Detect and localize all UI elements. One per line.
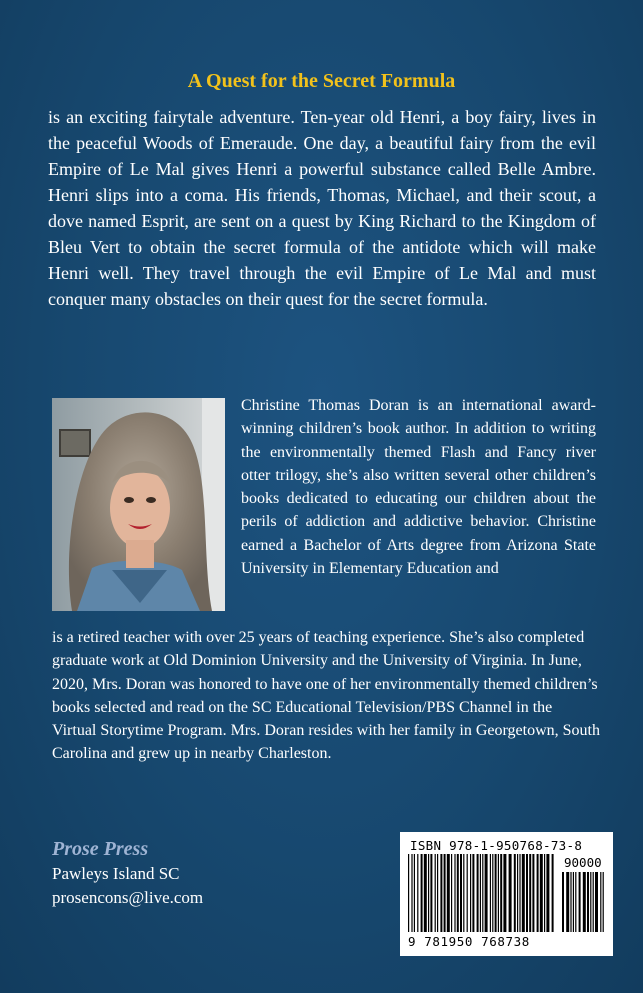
publisher-email: prosencons@live.com — [52, 888, 204, 907]
author-photo — [52, 398, 225, 611]
addon-barcode-bars — [560, 872, 608, 942]
author-bio-wrapped: Christine Thomas Doran is an international award-winning children’s book author. In addition to writing the environmentally themed Flash and Fancy river otter trilogy, she’s also written several other children’s books dedicated to educating our children about the perils of addiction and addictive behavior. Christine earned a Bachelor of Arts degree from Arizona State University in Elementary Education and — [241, 397, 596, 578]
publisher-location: Pawleys Island SC — [52, 864, 180, 883]
book-title: A Quest for the Secret Formula — [187, 70, 456, 92]
price-code: 90000 — [564, 855, 602, 870]
author-bio-continued: is a retired teacher with over 25 years of teaching experience. She’s also completed graduate work at Old Dominion University and the University of Virginia. In June, 2020, Mrs. Doran was honored to have one of her environmentally themed children’s books selected and read on the SC Educational Television/PBS Channel in the Virtual Storytime Program. Mrs. Doran resides with her family in Georgetown, South Carolina and grew up in nearby Charleston. — [52, 629, 600, 763]
publisher-block — [52, 836, 203, 910]
ean-barcode-bars — [406, 854, 556, 934]
isbn-label: ISBN 978-1-950768-73-8 — [410, 838, 583, 853]
isbn-barcode — [400, 832, 613, 956]
book-synopsis: is an exciting fairytale adventure. Ten-year old Henri, a boy fairy, lives in the peaceful Woods of Emeraude. One day, a beautiful fairy from the evil Empire of Le Mal gives Henri a powerful substance called Belle Ambre. Henri slips into a coma. His friends, Thomas, Michael, and their scout, a dove named Esprit, are sent on a quest by King Richard to the Kingdom of Bleu Vert to obtain the secret formula of the antidote which will make Henri well. They travel through the evil Empire of Le Mal and must conquer many obstacles on their quest for the secret formula. — [48, 107, 596, 309]
publisher-name: Prose Press — [52, 838, 149, 860]
barcode-digits: 9 781950 768738 — [408, 934, 530, 949]
